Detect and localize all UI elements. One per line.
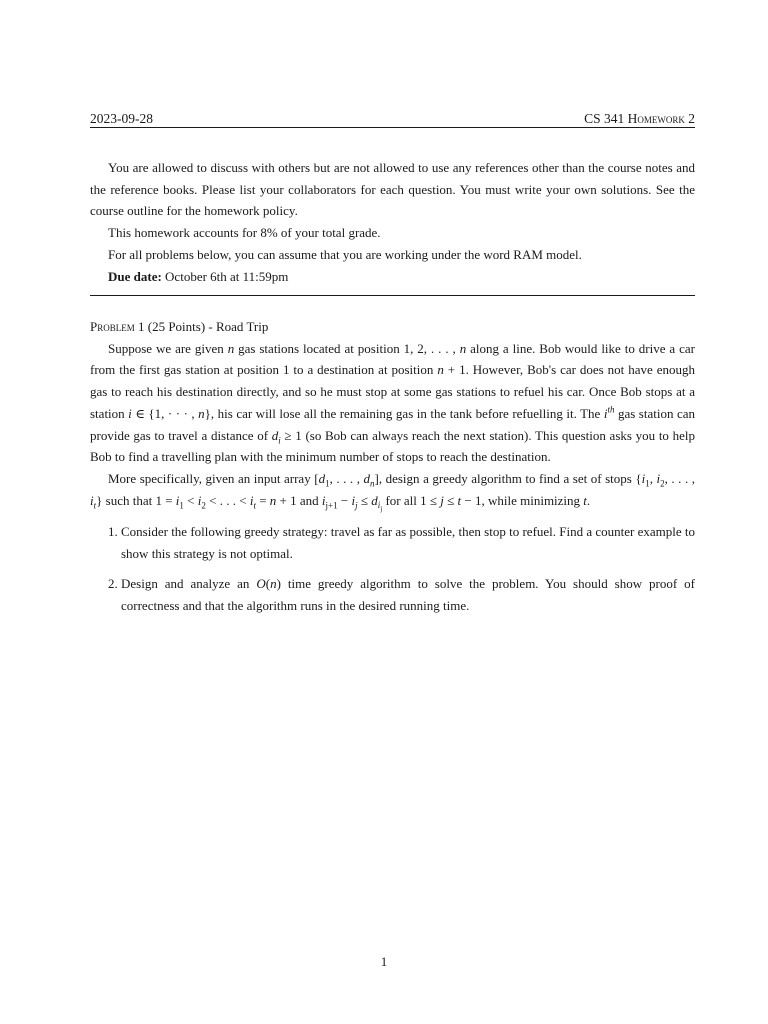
problem-section [90, 316, 695, 625]
task-list [90, 521, 695, 616]
problem-description: Suppose we are given n gas stations located at position 1, 2, . . . , n along a line. Bob would like to drive a car from the first gas station at position 1 to a destination at position n + 1. However, Bob's car does not have enough gas to reach his destination directly, and so he must stop at some gas stations to refuel his car. Once Bob stops at a station i ∈ {1, · · · , n}, his car will lose all the remaining gas in the tank before refuelling it. The $i^{th}$ gas station can provide gas to travel a distance of $d_i \ge 1$ (so Bob can always reach the next station). This question asks you to help Bob to find a travelling plan with the minimum number of stops to reach the destination. [90, 340, 695, 465]
problem-label: Problem 1 [90, 319, 145, 334]
section-rule [90, 295, 695, 296]
header-course-title: CS 341 Homework 2 [584, 111, 695, 126]
instructions-paragraph: You are allowed to discuss with others but are not allowed to use any references other than the course notes and the reference books. Please list your collaborators for each question. You must write your own solutions. See the course outline for the homework policy. [90, 160, 695, 219]
header-rule [90, 127, 695, 128]
instructions-block [90, 157, 695, 287]
model-assumption-paragraph: For all problems below, you can assume that you are working under the word RAM model. [108, 246, 582, 262]
problem-title: (25 Points) - Road Trip [144, 319, 269, 334]
page-number: 1 [380, 954, 388, 969]
task-item: 2. Design and analyze an O(n) time greedy algorithm to solve the problem. You should show proof of correctness and that the algorithm runs in the desired running time. [121, 573, 695, 616]
problem-heading [90, 316, 695, 338]
header-date: 2023-09-28 [90, 111, 153, 126]
problem-specification: More specifically, given an input array [$d_1$, . . . , $d_n$], design a greedy algorithm to find a set of stops {$i_1$, $i_2$, . . . , $i_t$} such that $1 = i_1 < i_2$ < . . . < $i_t = n + 1$ and $i_{j+1} - i_j \le d_{i_j}$ for all 1 ≤ j ≤ t − 1, while minimizing t. [90, 470, 695, 514]
page-header [90, 110, 695, 127]
task-item: 1. Consider the following greedy strategy: travel as far as possible, then stop to refuel. Find a counter example to show this strategy is not optimal. [121, 521, 695, 564]
grade-weight-paragraph: This homework accounts for 8% of your total grade. [108, 225, 381, 241]
due-date-paragraph: Due date: October 6th at 11:59pm [108, 268, 289, 284]
